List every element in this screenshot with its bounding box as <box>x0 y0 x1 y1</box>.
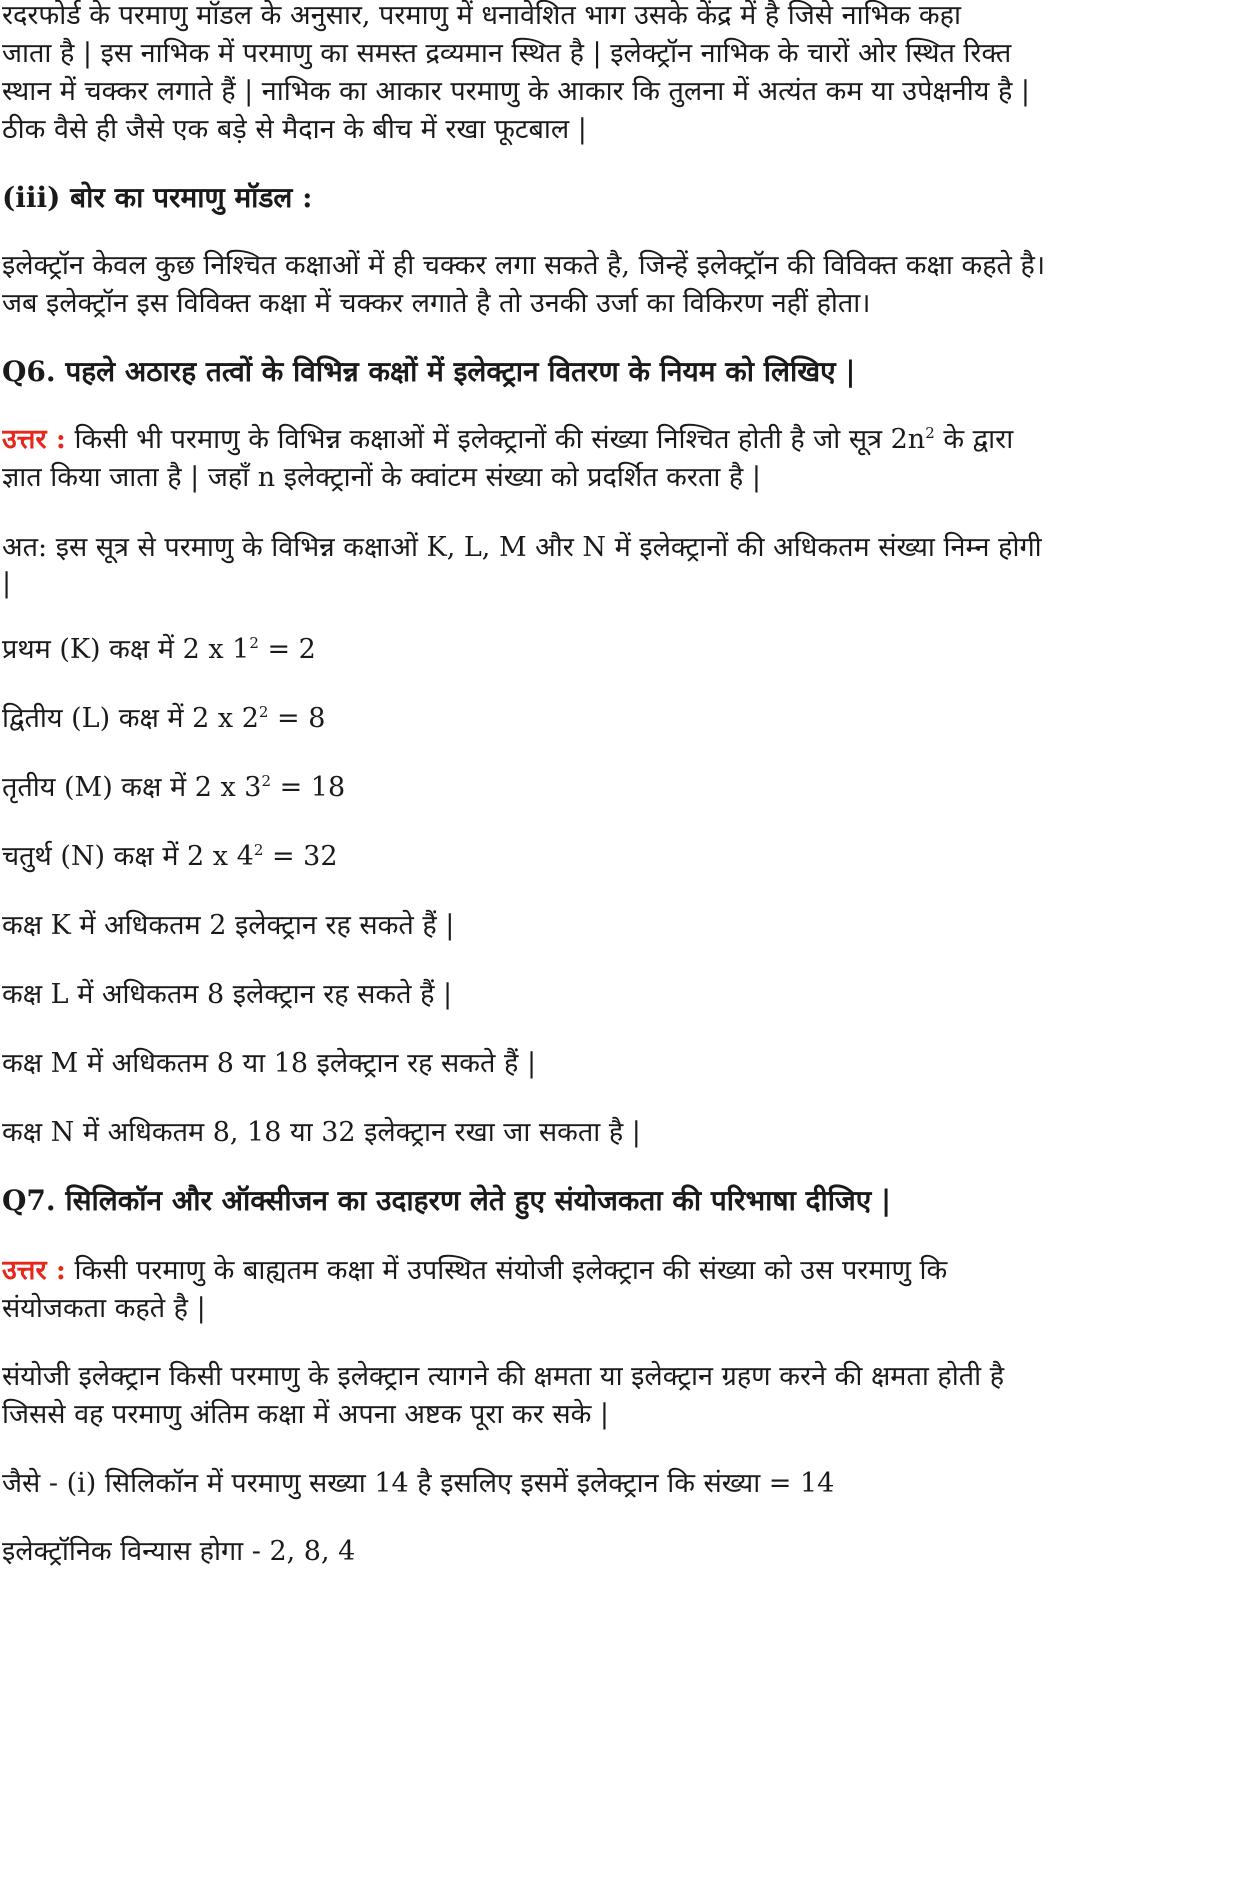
q6-answer-label: उत्तर : <box>2 424 66 455</box>
shell-k-sup: 2 <box>249 634 259 652</box>
shell-n <box>2 835 1249 879</box>
max-m: कक्ष M में अधिकतम 8 या 18 इलेक्ट्रान रह सकते हैं | <box>2 1048 537 1079</box>
shell-k-text: प्रथम (K) कक्ष में 2 x 1 <box>2 634 250 665</box>
silicon-config: इलेक्ट्रॉनिक विन्यास होगा - 2, 8, 4 <box>2 1536 356 1567</box>
q6-answer-sup: 2 <box>925 424 935 442</box>
shell-n-text: चतुर्थ (N) कक्ष में 2 x 4 <box>2 841 254 872</box>
intro-line-1: रदरफोर्ड के परमाणु मॉडल के अनुसार, परमाणु में धनावेशित भाग उसके केंद्र में है जिसे नाभिक कहा <box>2 0 961 31</box>
q6-answer-line-2: ज्ञात किया जाता है | जहाँ n इलेक्ट्रानों के क्वांटम संख्या को प्रदर्शित करता है | <box>2 462 761 493</box>
max-n: कक्ष N में अधिकतम 8, 18 या 32 इलेक्ट्रान रखा जा सकता है | <box>2 1117 641 1148</box>
q6-hence-line-2: | <box>2 568 12 599</box>
max-l: कक्ष L में अधिकतम 8 इलेक्ट्रान रह सकते हैं | <box>2 979 453 1010</box>
q6-answer-text-a: किसी भी परमाणु के विभिन्न कक्षाओं में इलेक्ट्रानों की संख्या निश्चित होती है जो सूत्र 2n <box>65 424 926 455</box>
shell-m-sup: 2 <box>261 772 272 790</box>
shell-n-result: = 32 <box>263 841 338 872</box>
shell-l-result: = 8 <box>268 703 326 734</box>
shell-l-text: द्वितीय (L) कक्ष में 2 x 2 <box>2 703 259 734</box>
q7-answer-text: किसी परमाणु के बाह्यतम कक्षा में उपस्थित संयोजी इलेक्ट्रान की संख्या को उस परमाणु कि <box>65 1255 948 1286</box>
intro-line-2: जाता है | इस नाभिक में परमाणु का समस्त द्रव्यमान स्थित है | इलेक्ट्रॉन नाभिक के चारों ओर स्थित रिक्त <box>2 38 1012 69</box>
valence-line-1: संयोजी इलेक्ट्रान किसी परमाणु के इलेक्ट्रान त्यागने की क्षमता या इलेक्ट्रान ग्रहण करने की क्षमता होती है <box>2 1361 1005 1392</box>
q7-answer-line-2: संयोजकता कहते है | <box>2 1293 206 1324</box>
shell-l <box>2 697 1249 741</box>
shell-k-result: = 2 <box>258 634 316 665</box>
shell-m <box>2 766 1249 810</box>
q6-question: Q6. पहले अठारह तत्वों के विभिन्न कक्षों में इलेक्ट्रान वितरण के नियम को लिखिए | <box>2 355 856 388</box>
shell-m-result: = 18 <box>271 772 346 803</box>
q6-hence-line-1: अत: इस सूत्र से परमाणु के विभिन्न कक्षाओं K, L, M और N में इलेक्ट्रानों की अधिकतम संख्या निम्न होगी <box>2 532 1042 563</box>
shell-l-sup: 2 <box>258 703 269 721</box>
intro-line-4: ठीक वैसे ही जैसे एक बड़े से मैदान के बीच में रखा फूटबाल | <box>2 114 587 145</box>
bohr-line-2: जब इलेक्ट्रॉन इस विविक्त कक्षा में चक्कर लगाते है तो उनकी उर्जा का विकिरण नहीं होता। <box>2 288 871 319</box>
shell-k <box>2 628 1249 672</box>
q7-question: Q7. सिलिकॉन और ऑक्सीजन का उदाहरण लेते हुए संयोजकता की परिभाषा दीजिए | <box>2 1184 892 1217</box>
valence-line-2: जिससे वह परमाणु अंतिम कक्षा में अपना अष्टक पूरा कर सके | <box>2 1399 610 1430</box>
max-k: कक्ष K में अधिकतम 2 इलेक्ट्रान रह सकते हैं | <box>2 910 455 941</box>
q7-answer-label: उत्तर : <box>2 1255 66 1286</box>
shell-n-sup: 2 <box>253 841 264 859</box>
shell-m-text: तृतीय (M) कक्ष में 2 x 3 <box>2 772 262 803</box>
bohr-heading: (iii) बोर का परमाणु मॉडल : <box>2 181 313 214</box>
q6-answer-text-b: के द्वारा <box>934 424 1014 455</box>
bohr-line-1: इलेक्ट्रॉन केवल कुछ निश्चित कक्षाओं में ही चक्कर लगा सकते है, जिन्हें इलेक्ट्रॉन की विविक्त कक्षा कहते है। <box>2 250 1046 281</box>
silicon-example: जैसे - (i) सिलिकॉन में परमाणु सख्या 14 है इसलिए इसमें इलेक्ट्रान कि संख्या = 14 <box>2 1468 835 1499</box>
intro-line-3: स्थान में चक्कर लगाते हैं | नाभिक का आकार परमाणु के आकार कि तुलना में अत्यंत कम या उपेक्षनीय है | <box>2 76 1031 107</box>
